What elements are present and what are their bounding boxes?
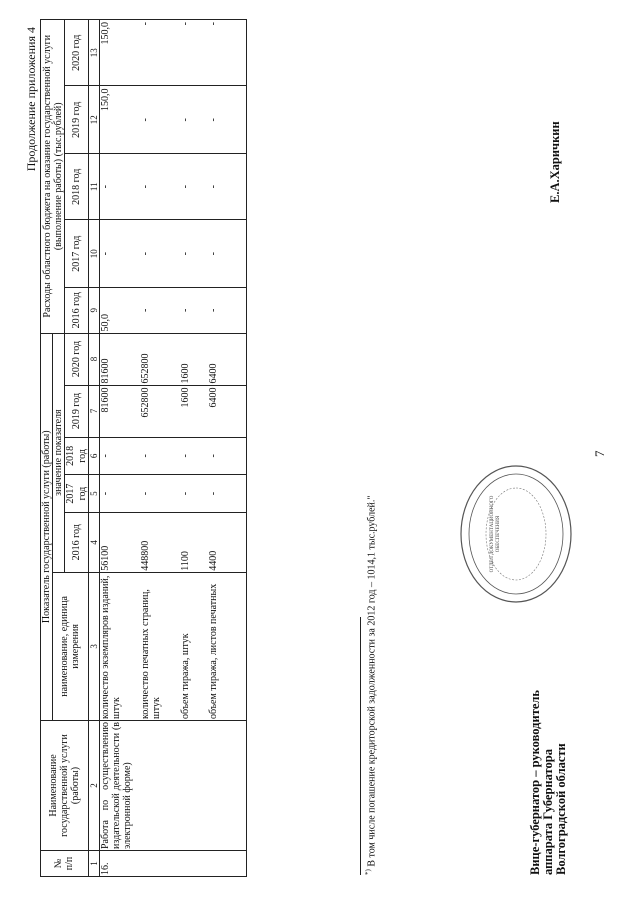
expense-value: - (208, 20, 246, 86)
column-index: 10 (88, 220, 99, 288)
expense-value: 150,0 (99, 86, 140, 154)
header-value-year: 2018 год (65, 437, 88, 475)
official-stamp (458, 463, 574, 605)
column-index: 6 (88, 437, 99, 475)
column-index: 12 (88, 86, 99, 154)
header-value-group: значение показателя (53, 333, 65, 572)
indicator-unit: объем тиража, штук (180, 572, 208, 720)
expense-value: 150,0 (99, 20, 140, 86)
header-unit: наименование, единица измерения (53, 572, 89, 720)
header-expense-year: 2016 год (65, 288, 88, 334)
signature-title-line: аппарата Губернатора (541, 749, 556, 875)
expense-value: - (99, 220, 140, 288)
expense-value: - (208, 288, 246, 334)
indicator-value: - (99, 475, 140, 513)
header-expense-year: 2019 год (65, 86, 88, 154)
row-number: 16. (99, 851, 246, 877)
expense-value: - (140, 154, 180, 220)
stamp-text: ОТДЕЛ ДОКУМЕНТАЦИОННОГО ОБЕСПЕЧЕНИЯ (490, 495, 501, 573)
indicator-unit: объем тиража, листов печатных (208, 572, 246, 720)
expense-value: - (180, 86, 208, 154)
header-expense-year: 2020 год (65, 20, 88, 86)
footnote-mark: *) (364, 869, 372, 875)
indicator-value: - (180, 437, 208, 475)
column-index: 11 (88, 154, 99, 220)
stamp-seal-icon (458, 463, 574, 605)
appendix-label: Продолжение приложения 4 (24, 27, 38, 172)
expense-value: - (140, 288, 180, 334)
signature-title-line: Вице-губернатор – руководитель (528, 689, 542, 875)
table-row (99, 20, 140, 877)
indicator-value: 81600 (99, 333, 140, 385)
column-index: 1 (88, 851, 99, 877)
expense-value: - (140, 220, 180, 288)
indicator-value: 1100 (180, 512, 208, 572)
header-expenses: Расходы областного бюджета на оказание государственной услуги (выполнение работы) (тыс.рублей) (41, 20, 65, 334)
indicator-value: - (208, 437, 246, 475)
indicator-value: 652800 (140, 333, 180, 385)
column-index: 2 (88, 720, 99, 850)
expense-value: - (180, 20, 208, 86)
expense-value: - (99, 154, 140, 220)
indicator-unit: количество экземпляров изданий, штук (99, 572, 140, 720)
signature-block (529, 690, 568, 875)
column-index: 4 (88, 512, 99, 572)
service-name: Работа по осуществлению издательской деятельности (в электронной форме) (99, 720, 246, 850)
services-table (40, 19, 247, 877)
indicator-value: - (140, 437, 180, 475)
column-index: 13 (88, 20, 99, 86)
signature-title-line: Волгоградской области (554, 743, 569, 875)
expense-value: - (180, 154, 208, 220)
indicator-value: - (208, 475, 246, 513)
page-number: 7 (592, 450, 607, 457)
indicator-value: 652800 (140, 385, 180, 437)
expense-value: - (208, 220, 246, 288)
header-value-year: 2016 год (65, 512, 88, 572)
header-value-year: 2020 год (65, 333, 88, 385)
expense-value: - (180, 288, 208, 334)
expense-value: - (180, 220, 208, 288)
footnote-divider (360, 617, 361, 875)
column-index: 7 (88, 385, 99, 437)
column-index: 8 (88, 333, 99, 385)
column-index: 5 (88, 475, 99, 513)
header-indicator-group: Показатель государственной услуги (работы) (41, 333, 53, 720)
indicator-value: 1600 (180, 385, 208, 437)
indicator-value: 448800 (140, 512, 180, 572)
indicator-value: 6400 (208, 385, 246, 437)
footnote-text: В том числе погашение кредиторской задолженности за 2012 год – 1014,1 тыс.рублей." (366, 495, 378, 867)
indicator-value: 56100 (99, 512, 140, 572)
header-service-name: Наименование государственной услуги (работы) (41, 720, 89, 850)
header-value-year: 2017 год (65, 475, 88, 513)
indicator-value: - (180, 475, 208, 513)
footnote (364, 496, 377, 875)
expense-value: - (140, 86, 180, 154)
indicator-value: 1600 (180, 333, 208, 385)
header-expense-year: 2018 год (65, 154, 88, 220)
header-no: № п/п (41, 851, 89, 877)
expense-value: - (208, 154, 246, 220)
expense-value: - (208, 86, 246, 154)
header-expense-year: 2017 год (65, 220, 88, 288)
indicator-value: 6400 (208, 333, 246, 385)
indicator-unit: количество печатных страниц, штук (140, 572, 180, 720)
indicator-value: 4400 (208, 512, 246, 572)
signatory-name: Е.А.Харичкин (548, 121, 562, 203)
expense-value: - (140, 20, 180, 86)
column-index: 9 (88, 288, 99, 334)
indicator-value: 81600 (99, 385, 140, 437)
header-value-year: 2019 год (65, 385, 88, 437)
column-index: 3 (88, 572, 99, 720)
expense-value: 50,0 (99, 288, 140, 334)
indicator-value: - (140, 475, 180, 513)
indicator-value: - (99, 437, 140, 475)
